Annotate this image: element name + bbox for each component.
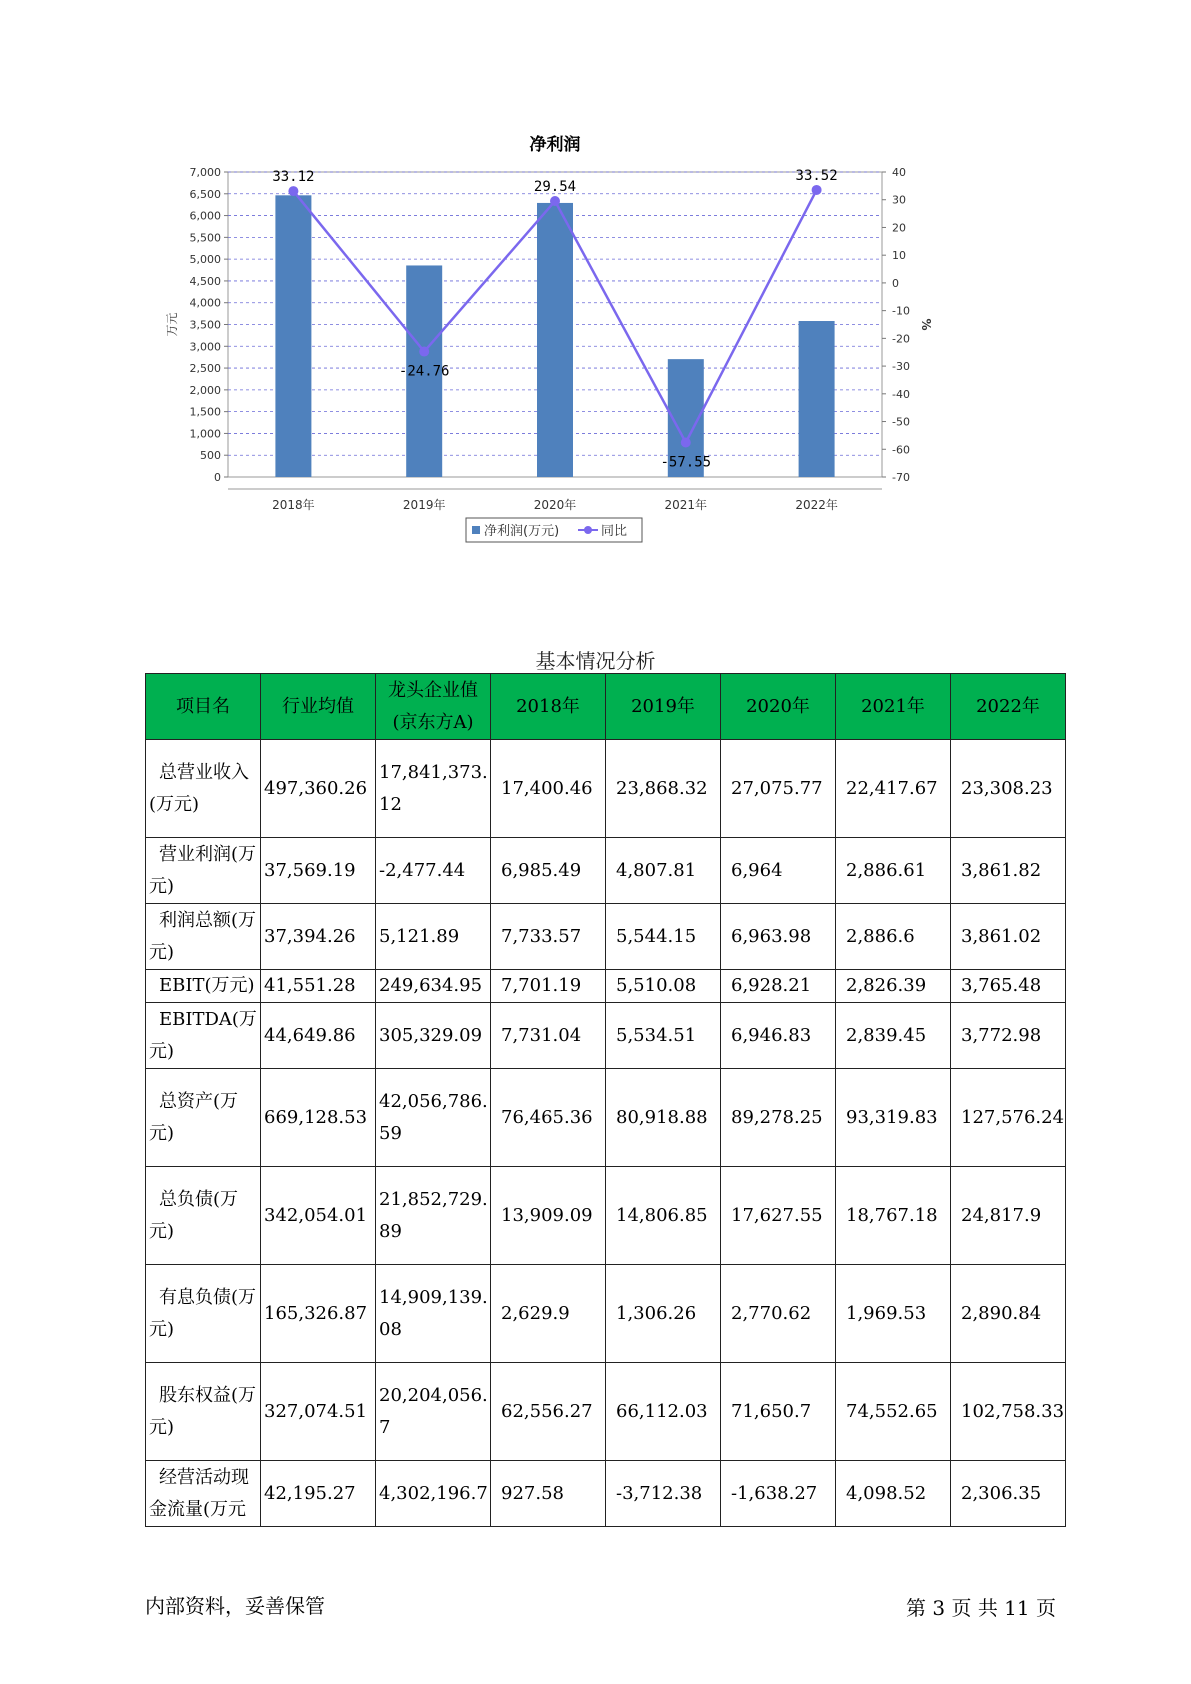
table-cell: 80,918.88 [606,1069,721,1167]
y-tick-label-right: -10 [892,304,910,318]
table-cell: 76,465.36 [491,1069,606,1167]
row-label: 营业利润(万元) [146,838,261,904]
table-cell: 17,627.55 [721,1167,836,1265]
table-header-cell [376,674,491,740]
table-cell: -2,477.44 [376,838,491,904]
legend-swatch-bar [472,526,480,534]
table-row [146,1167,1066,1265]
table-row [146,904,1066,970]
yoy-data-label: -24.76 [398,363,450,380]
y-tick-label-right: -40 [892,387,910,401]
table-cell: 4,302,196.7 [376,1461,491,1527]
table-row [146,970,1066,1003]
legend-label-line: 同比 [601,524,628,539]
table-cell: 6,964 [721,838,836,904]
table-cell: 21,852,729.89 [376,1167,491,1265]
table-cell: 42,195.27 [261,1461,376,1527]
bar [799,321,835,477]
y-tick-label-right: 20 [892,221,906,235]
legend-swatch-point [584,526,592,534]
y-tick-label-left: 1,000 [189,427,221,441]
table-cell: -1,638.27 [721,1461,836,1527]
table-cell: 3,772.98 [951,1003,1066,1069]
table-cell: 2,839.45 [836,1003,951,1069]
row-label: 股东权益(万元) [146,1363,261,1461]
table-cell: 5,534.51 [606,1003,721,1069]
y-tick-label-right: 40 [892,166,906,179]
table-cell: 497,360.26 [261,740,376,838]
row-label: 总负债(万元) [146,1167,261,1265]
table-cell: 5,544.15 [606,904,721,970]
table-title: 基本情况分析 [535,649,656,673]
table-cell: 17,841,373.12 [376,740,491,838]
y-tick-label-left: 0 [214,471,221,484]
x-tick-label: 2018年 [272,498,315,512]
table-row [146,838,1066,904]
table-cell: 127,576.24 [951,1069,1066,1167]
y-tick-label-left: 6,000 [189,209,221,223]
row-label: 利润总额(万元) [146,904,261,970]
table-header-cell [721,674,836,740]
x-tick-label: 2019年 [402,498,446,512]
table-cell: 6,963.98 [721,904,836,970]
table-header-cell [261,674,376,740]
y-tick-label-left: 5,000 [189,253,221,267]
y-tick-label-left: 5,500 [189,231,221,245]
yoy-point [550,196,560,206]
table-cell: 37,394.26 [261,904,376,970]
table-cell: 18,767.18 [836,1167,951,1265]
header-text: (京东方A) [392,711,474,733]
row-label: 有息负债(万元) [146,1265,261,1363]
header-text: 2021年 [861,695,925,717]
table-cell: 2,306.35 [951,1461,1066,1527]
y-axis-label-right: % [919,318,933,331]
y-tick-label-left: 4,500 [189,274,221,288]
table-header-row [146,674,1066,740]
y-tick-label-right: -30 [892,360,910,374]
legend-label-bar: 净利润(万元) [484,524,560,539]
x-tick-label: 2021年 [664,498,708,512]
chart-svg [160,130,1000,600]
table-cell: 165,326.87 [261,1265,376,1363]
table-cell: 249,634.95 [376,970,491,1003]
table-cell: 17,400.46 [491,740,606,838]
table-header-cell [146,674,261,740]
table-cell: 14,806.85 [606,1167,721,1265]
table-row [146,1069,1066,1167]
table-cell: 66,112.03 [606,1363,721,1461]
x-tick-label: 2022年 [795,498,838,512]
table-cell: 7,701.19 [491,970,606,1003]
table-cell: 3,765.48 [951,970,1066,1003]
table-cell: 23,308.23 [951,740,1066,838]
y-tick-label-right: 30 [892,193,906,207]
table-cell: 2,886.6 [836,904,951,970]
table-cell: 1,306.26 [606,1265,721,1363]
y-tick-label-right: -20 [892,332,910,346]
table-cell: 305,329.09 [376,1003,491,1069]
header-text: 2022年 [976,695,1040,717]
y-axis-label-left: 万元 [165,312,179,337]
yoy-data-label: -57.55 [660,454,712,471]
y-tick-label-right: 0 [892,276,899,290]
y-tick-label-right: 10 [892,249,906,263]
table-header-cell [491,674,606,740]
x-tick-label: 2020年 [533,498,577,512]
header-text: 项目名 [176,695,230,717]
table-cell: 3,861.82 [951,838,1066,904]
yoy-point [681,437,691,447]
net-profit-chart [160,130,1000,600]
y-tick-label-left: 1,500 [189,405,221,419]
header-text: 2018年 [516,695,580,717]
table-cell: 6,946.83 [721,1003,836,1069]
yoy-point [419,347,429,357]
table-cell: 42,056,786.59 [376,1069,491,1167]
table-row [146,740,1066,838]
table-cell: 327,074.51 [261,1363,376,1461]
yoy-point [288,186,298,196]
row-label: 总营业收入(万元) [146,740,261,838]
table-cell: 927.58 [491,1461,606,1527]
footer-note: 内部资料，妥善保管 [145,1594,325,1618]
y-tick-label-left: 500 [200,449,221,463]
table-cell: 7,731.04 [491,1003,606,1069]
y-tick-label-left: 6,500 [189,187,221,201]
row-label: 经营活动现金流量(万元 [146,1461,261,1527]
table-cell: 342,054.01 [261,1167,376,1265]
yoy-point [812,185,822,195]
table-cell: 71,650.7 [721,1363,836,1461]
table-cell: 37,569.19 [261,838,376,904]
table-header-cell [606,674,721,740]
y-tick-label-right: -60 [892,443,910,457]
table-cell: 62,556.27 [491,1363,606,1461]
table-cell: 20,204,056.7 [376,1363,491,1461]
header-text: 龙头企业值 [388,679,478,701]
table-cell: 102,758.33 [951,1363,1066,1461]
table-cell: 27,075.77 [721,740,836,838]
yoy-data-label: 33.12 [272,169,315,186]
table-cell: 669,128.53 [261,1069,376,1167]
table-header-cell [951,674,1066,740]
row-label: EBITDA(万元) [146,1003,261,1069]
table-cell: 4,098.52 [836,1461,951,1527]
row-label: EBIT(万元) [146,970,261,1003]
page-number: 第 3 页 共 11 页 [906,1596,1056,1620]
table-cell: 6,985.49 [491,838,606,904]
table-cell: 14,909,139.08 [376,1265,491,1363]
table-cell: 22,417.67 [836,740,951,838]
table-cell: 41,551.28 [261,970,376,1003]
yoy-data-label: 29.54 [533,179,577,196]
table-cell: 44,649.86 [261,1003,376,1069]
table-cell: 93,319.83 [836,1069,951,1167]
table-row [146,1003,1066,1069]
table-cell: 24,817.9 [951,1167,1066,1265]
table-cell: 23,868.32 [606,740,721,838]
y-tick-label-left: 2,500 [189,362,221,376]
table-cell: 2,826.39 [836,970,951,1003]
table-cell: 4,807.81 [606,838,721,904]
table-cell: 2,629.9 [491,1265,606,1363]
table-cell: 5,121.89 [376,904,491,970]
yoy-data-label: 33.52 [795,167,838,184]
header-text: 行业均值 [282,695,354,717]
table-cell: 89,278.25 [721,1069,836,1167]
table-cell: 7,733.57 [491,904,606,970]
header-text: 2020年 [746,695,810,717]
bar [275,195,311,477]
table-cell: 13,909.09 [491,1167,606,1265]
y-tick-label-right: -70 [892,471,910,484]
y-tick-label-left: 2,000 [189,383,221,397]
table-cell: 2,890.84 [951,1265,1066,1363]
y-tick-label-left: 4,000 [189,296,221,310]
y-tick-label-right: -50 [892,415,910,429]
header-text: 2019年 [631,695,695,717]
table-cell: 2,770.62 [721,1265,836,1363]
basic-analysis-table [145,673,1066,1527]
table-cell: -3,712.38 [606,1461,721,1527]
y-tick-label-left: 3,500 [189,318,221,332]
bar [537,203,573,477]
y-tick-label-left: 3,000 [189,340,221,354]
y-tick-label-left: 7,000 [189,166,221,179]
table-row [146,1461,1066,1527]
table-cell: 6,928.21 [721,970,836,1003]
table-cell: 74,552.65 [836,1363,951,1461]
row-label: 总资产(万元) [146,1069,261,1167]
table-cell: 5,510.08 [606,970,721,1003]
table-header-cell [836,674,951,740]
table-cell: 3,861.02 [951,904,1066,970]
table-cell: 2,886.61 [836,838,951,904]
table-row [146,1363,1066,1461]
table-cell: 1,969.53 [836,1265,951,1363]
table-row [146,1265,1066,1363]
chart-title: 净利润 [529,135,581,155]
